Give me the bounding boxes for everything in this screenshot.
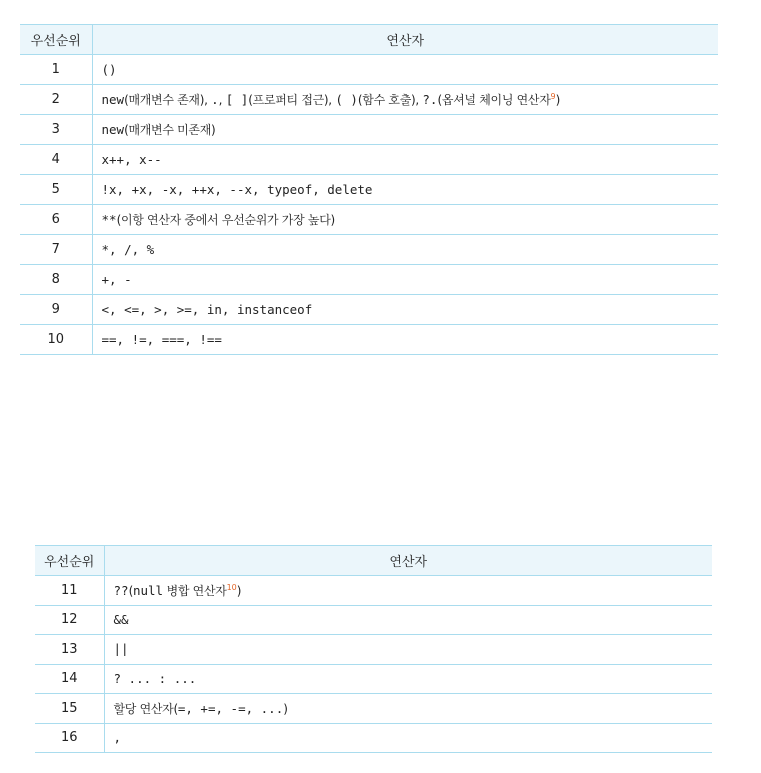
- operator-cell: [92, 265, 718, 295]
- operator-cell: [104, 664, 712, 694]
- operator-cell: [92, 145, 718, 175]
- operator-code: &&: [113, 611, 129, 627]
- operator-note: (매개변수 존재),: [124, 93, 212, 107]
- operator-cell: [104, 605, 712, 635]
- operator-precedence-table-1: [20, 24, 718, 355]
- operator-note: ): [236, 583, 242, 598]
- rank-cell: 12: [35, 605, 104, 635]
- table-row: [20, 235, 718, 265]
- header-rank: 우선순위: [20, 25, 92, 55]
- operator-code: ||: [113, 641, 129, 657]
- rank-cell: 4: [20, 145, 92, 175]
- rank-cell: 15: [35, 694, 104, 724]
- operator-code: .: [211, 92, 219, 107]
- operator-note: (매개변수 미존재): [124, 123, 216, 137]
- operator-cell: [92, 115, 718, 145]
- operator-code: null: [132, 582, 164, 598]
- header-rank: 우선순위: [35, 546, 104, 576]
- rank-cell: 11: [35, 576, 104, 606]
- operator-note: (: [128, 583, 133, 598]
- operator-cell: [92, 325, 718, 355]
- operator-note: (함수 호출),: [357, 93, 423, 107]
- operator-note: ): [283, 701, 288, 716]
- operator-note: ): [555, 93, 560, 107]
- table-row: [20, 265, 718, 295]
- header-operator: 연산자: [92, 25, 718, 55]
- table-row: [20, 85, 718, 115]
- table-row: [20, 115, 718, 145]
- operator-cell: [104, 694, 712, 724]
- operator-code: *, /, %: [101, 241, 155, 257]
- table-row: [20, 295, 718, 325]
- operator-code: ==, !=, ===, !==: [101, 331, 222, 347]
- operator-code: (): [101, 61, 117, 77]
- table-row: [35, 635, 712, 665]
- operator-note: 병합 연산자: [163, 583, 227, 598]
- operator-code: **: [101, 212, 117, 227]
- rank-cell: 6: [20, 205, 92, 235]
- operator-cell: [92, 55, 718, 85]
- rank-cell: 2: [20, 85, 92, 115]
- footnote-marker: 10: [226, 582, 237, 592]
- table-row: [20, 145, 718, 175]
- table-body: [35, 576, 712, 753]
- rank-cell: 14: [35, 664, 104, 694]
- operator-cell: [104, 576, 712, 606]
- table-row: [35, 664, 712, 694]
- table-row: [20, 205, 718, 235]
- operator-note: (옵셔널 체이닝 연산자: [437, 93, 551, 107]
- rank-cell: 1: [20, 55, 92, 85]
- operator-code: [ ]: [225, 92, 249, 107]
- rank-cell: 13: [35, 635, 104, 665]
- header-operator: 연산자: [104, 546, 712, 576]
- operator-note: ,: [218, 93, 226, 107]
- operator-cell: [92, 235, 718, 265]
- operator-cell: [92, 175, 718, 205]
- operator-note: (프로퍼티 접근),: [248, 93, 336, 107]
- table-header-row: [35, 546, 712, 576]
- operator-code: new: [101, 92, 125, 107]
- table-row: [35, 576, 712, 606]
- operator-precedence-table-2: [35, 545, 712, 753]
- footnote-marker: 9: [550, 92, 556, 101]
- table-row: [20, 175, 718, 205]
- operator-code: !x, +x, -x, ++x, --x, typeof, delete: [101, 181, 373, 197]
- operator-code: ,: [113, 729, 122, 745]
- table-body: [20, 55, 718, 355]
- table-row: [35, 605, 712, 635]
- operator-code: =, +=, -=, ...: [177, 700, 284, 716]
- operator-cell: [92, 295, 718, 325]
- operator-cell: [92, 205, 718, 235]
- operator-code: x++, x--: [101, 151, 162, 167]
- operator-cell: [92, 85, 718, 115]
- rank-cell: 7: [20, 235, 92, 265]
- table-row: [35, 723, 712, 753]
- rank-cell: 9: [20, 295, 92, 325]
- rank-cell: 5: [20, 175, 92, 205]
- rank-cell: 8: [20, 265, 92, 295]
- rank-cell: 10: [20, 325, 92, 355]
- table-row: [20, 325, 718, 355]
- operator-code: +, -: [101, 271, 132, 287]
- table-header-row: [20, 25, 718, 55]
- table-row: [20, 55, 718, 85]
- operator-code: ??: [113, 582, 129, 598]
- operator-code: ? ... : ...: [113, 670, 197, 686]
- operator-cell: [104, 635, 712, 665]
- operator-note: (이항 연산자 중에서 우선순위가 가장 높다): [116, 213, 335, 227]
- rank-cell: 3: [20, 115, 92, 145]
- operator-code: ( ): [335, 92, 358, 107]
- table-row: [35, 694, 712, 724]
- operator-note: 할당 연산자(: [113, 701, 178, 716]
- operator-code: ?.: [422, 92, 438, 107]
- operator-cell: [104, 723, 712, 753]
- rank-cell: 16: [35, 723, 104, 753]
- operator-code: <, <=, >, >=, in, instanceof: [101, 301, 313, 317]
- operator-code: new: [101, 122, 125, 137]
